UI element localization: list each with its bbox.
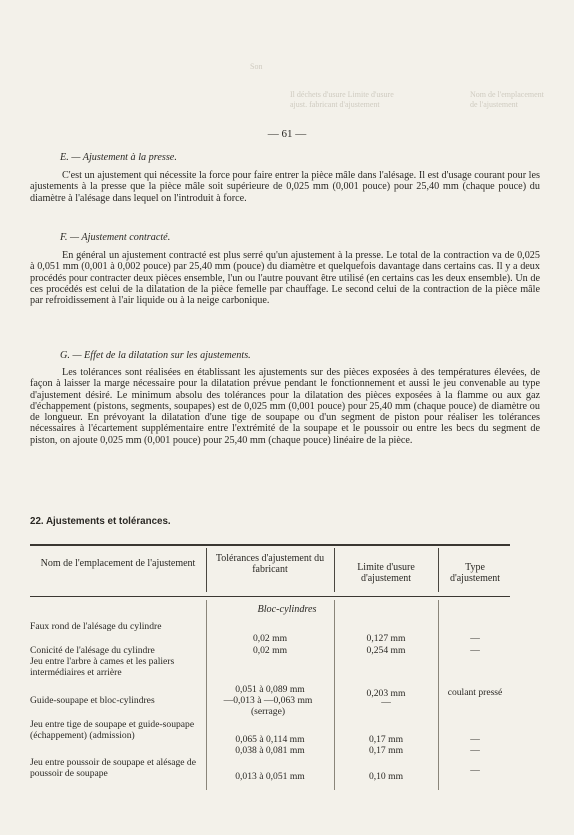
- section-paragraph-g: [30, 367, 540, 446]
- section-heading-f: F. — Ajustement contracté.: [60, 232, 171, 243]
- section-title-22: 22. Ajustements et tolérances.: [30, 516, 171, 527]
- row-type: —: [470, 765, 480, 776]
- table-header-type: Type d'ajustement: [449, 562, 501, 584]
- bleed-through-text: de l'ajustement: [470, 100, 518, 109]
- table-column-divider: [438, 600, 439, 790]
- table-header-name: Nom de l'emplacement de l'ajustement: [40, 558, 196, 569]
- row-type: —: [470, 633, 480, 644]
- paragraph-text: En général un ajustement contracté est plus serré qu'un ajustement à la presse. Le total de la contraction va de 0,025 à 0,051 mm (0,001 à 0,002 pouce) par 25,40 mm (pouce) du diamètre et quelquefois davantage dans certains cas. Il y a deux procédés pour contracter deux pièces ensemble, l'un ou l'autre pouvant être utilisé (en certains cas les deux ensemble). Un de ces procédés est celui de la dilatation de la pièce femelle par chauffage. Le second celui de la contraction de la pièce mâle par refroidissement à l'air liquide ou à la neige carbonique.: [30, 250, 540, 307]
- page-number: — 61 —: [267, 128, 307, 140]
- bleed-through-text: Nom de l'emplacement: [470, 90, 544, 99]
- row-wear-limit: 0,254 mm: [366, 645, 406, 656]
- table-subheading: Bloc-cylindres: [257, 604, 317, 615]
- row-type: —: [470, 645, 480, 656]
- row-name: Jeu entre poussoir de soupape et alésage de poussoir de soupape: [30, 757, 196, 779]
- table-header-wear-limit: Limite d'usure d'ajustement: [357, 562, 415, 584]
- table-header-tolerances: Tolérances d'ajustement du fabricant: [215, 553, 325, 575]
- row-wear-limit: 0,10 mm: [368, 771, 404, 782]
- row-tolerance: —0,013 à —0,063 mm (serrage): [223, 695, 313, 717]
- section-paragraph-f: [30, 250, 540, 306]
- paragraph-text: C'est un ajustement qui nécessite la force pour faire entrer la pièce mâle dans l'alésage. Il est d'usage courant pour les ajustements à la presse que la pièce mâle soit supérieure de 0,025 mm (0,001 pouce) pour 25,40 mm (chaque pouce) du diamètre à l'alésage dans lequel on l'introduit à force.: [30, 170, 540, 204]
- row-name: Conicité de l'alésage du cylindre: [30, 645, 155, 656]
- row-tolerance: 0,02 mm: [252, 645, 288, 656]
- bleed-through-text: Il déchets d'usure Limite d'usure: [290, 90, 394, 99]
- section-paragraph-e: [30, 170, 540, 204]
- row-wear-limit: 0,127 mm: [366, 633, 406, 644]
- table-top-rule: [30, 544, 510, 546]
- table-column-divider: [438, 548, 439, 592]
- section-heading-g: G. — Effet de la dilatation sur les ajustements.: [60, 350, 251, 361]
- row-tolerance: 0,051 à 0,089 mm: [235, 684, 305, 695]
- row-name: Jeu entre tige de soupape et guide-soupape (échappement) (admission): [30, 719, 195, 741]
- bleed-through-text: Son: [250, 62, 263, 71]
- row-wear-limit: 0,17 mm 0,17 mm: [368, 734, 404, 756]
- table-header-rule: [30, 596, 510, 597]
- table-column-divider: [206, 600, 207, 790]
- row-wear-limit: —: [381, 697, 391, 708]
- row-tolerance: 0,02 mm: [252, 633, 288, 644]
- row-name: Guide-soupape et bloc-cylindres: [30, 695, 155, 706]
- bleed-through-text: ajust. fabricant d'ajustement: [290, 100, 380, 109]
- table-column-divider: [334, 600, 335, 790]
- table-column-divider: [206, 548, 207, 592]
- row-name: Jeu entre l'arbre à cames et les paliers intermédiaires et arrière: [30, 656, 175, 678]
- row-type: coulant pressé: [447, 687, 503, 698]
- row-name: Faux rond de l'alésage du cylindre: [30, 621, 162, 632]
- section-heading-e: E. — Ajustement à la presse.: [60, 152, 177, 163]
- row-wear-limit: 0,203 mm: [366, 688, 406, 699]
- paragraph-text: Les tolérances sont réalisées en établissant les ajustements sur des pièces exposées à des températures élevées, de façon à laisser la marge nécessaire pour la dilatation prévue pendant le fonctionnement et aussi le jeu convenable au type d'ajustement désiré. Le minimum absolu des tolérances pour la dilatation des pièces exposées à la flamme ou aux gaz d'échappement (pistons, segments, soupapes) est de 0,025 mm (0,001 pouce) pour 25,40 mm (chaque pouce) de diamètre ou de longueur. En prévoyant la dilatation d'une tige de soupape ou d'un segment de piston pour réaliser les tolérances nécessaires à l'écartement supplémentaire entre l'extrémité de la soupape et le poussoir ou entre les becs du segment de piston, on ajoute 0,025 mm (0,001 pouce) pour 25,40 mm (chaque pouce) linéaire de la pièce.: [30, 367, 540, 446]
- row-type: — —: [470, 734, 480, 756]
- table-column-divider: [334, 548, 335, 592]
- row-tolerance: 0,013 à 0,051 mm: [235, 771, 305, 782]
- row-tolerance: 0,065 à 0,114 mm 0,038 à 0,081 mm: [235, 734, 305, 756]
